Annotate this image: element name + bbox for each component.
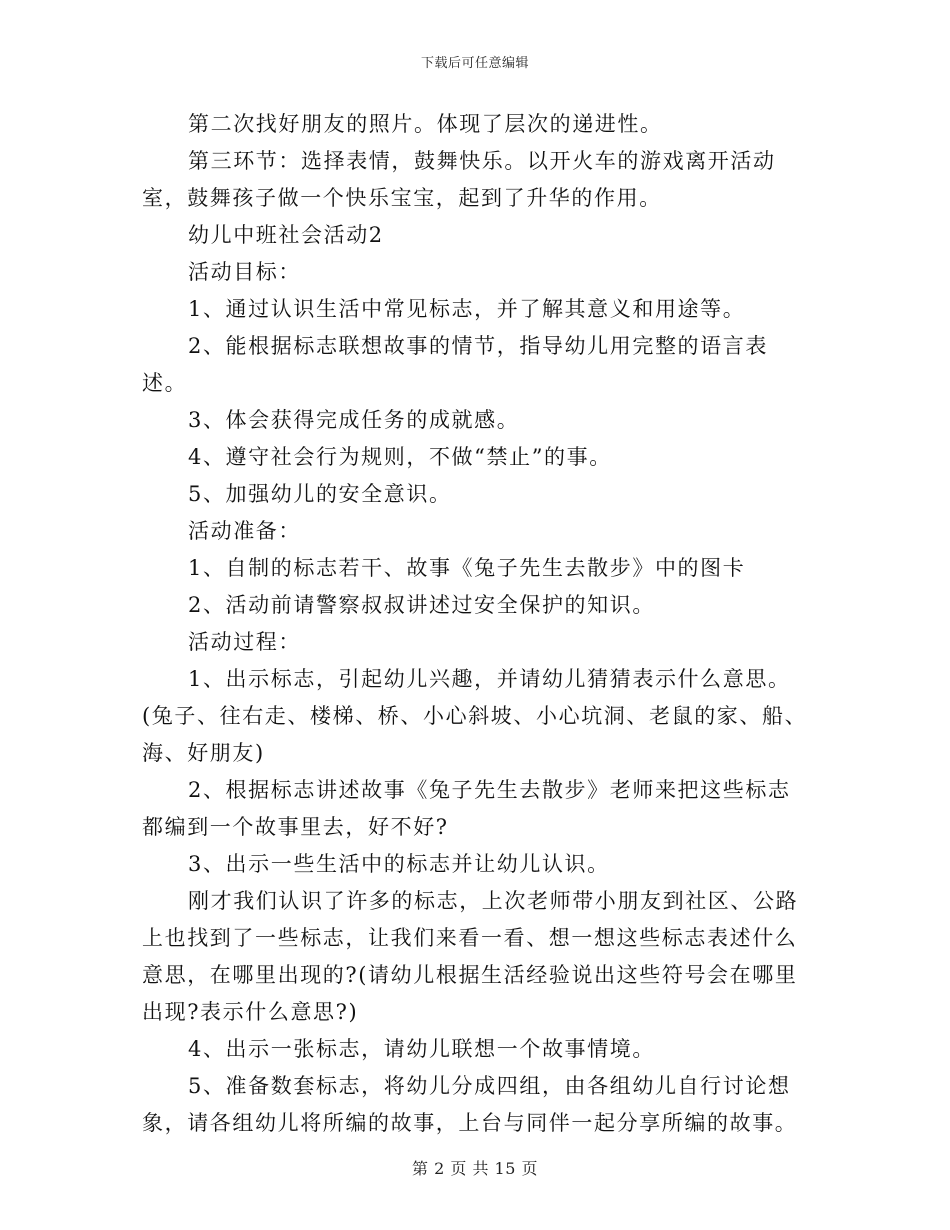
list-item: 2、能根据标志联想故事的情节，指导幼儿用完整的语言表述。 [142,334,768,395]
paragraph: 第三环节：选择表情，鼓舞快乐。以开火车的游戏离开活动室，鼓舞孩子做一个快乐宝宝，起到了升华的作用。 [142,149,776,210]
list-item: 3、出示一些生活中的标志并让幼儿认识。 [188,852,610,876]
list-item: 2、根据标志讲述故事《兔子先生去散步》老师来把这些标志都编到一个故事里去，好不好? [142,778,791,839]
subheading-goals: 活动目标： [188,260,301,284]
section-title: 幼儿中班社会活动2 [188,223,384,247]
list-item: 4、遵守社会行为规则，不做“禁止”的事。 [188,445,612,469]
page-header: 下载后可任意编辑 [420,56,529,71]
list-item: 1、出示标志，引起幼儿兴趣，并请幼儿猜猜表示什么意思。(兔子、往右走、楼梯、桥、小心斜坡、小心坑洞、老鼠的家、船、海、好朋友) [142,667,808,765]
list-item: 4、出示一张标志，请幼儿联想一个故事情境。 [188,1037,655,1061]
list-item: 5、准备数套标志，将幼儿分成四组，由各组幼儿自行讨论想象，请各组幼儿将所编的故事，上台与同伴一起分享所编的故事。 [142,1074,798,1135]
list-item: 2、活动前请警察叔叔讲述过安全保护的知识。 [188,593,655,617]
list-item: 3、体会获得完成任务的成就感。 [188,408,520,432]
list-item: 5、加强幼儿的安全意识。 [188,482,452,506]
list-item: 1、自制的标志若干、故事《兔子先生去散步》中的图卡 [188,556,746,580]
subheading-process: 活动过程： [188,630,301,654]
list-item: 1、通过认识生活中常见标志，并了解其意义和用途等。 [188,297,746,321]
document-body [142,106,812,1142]
page-footer: 第 2 页 共 15 页 [412,1159,538,1178]
paragraph: 刚才我们认识了许多的标志，上次老师带小朋友到社区、公路上也找到了一些标志，让我们来看一看、想一想这些标志表述什么意思，在哪里出现的?(请幼儿根据生活经验说出这些符号会在哪里出现?表示什么意思?) [142,889,799,1024]
subheading-preparation: 活动准备： [188,519,301,543]
paragraph: 第二次找好朋友的照片。体现了层次的递进性。 [188,112,663,136]
